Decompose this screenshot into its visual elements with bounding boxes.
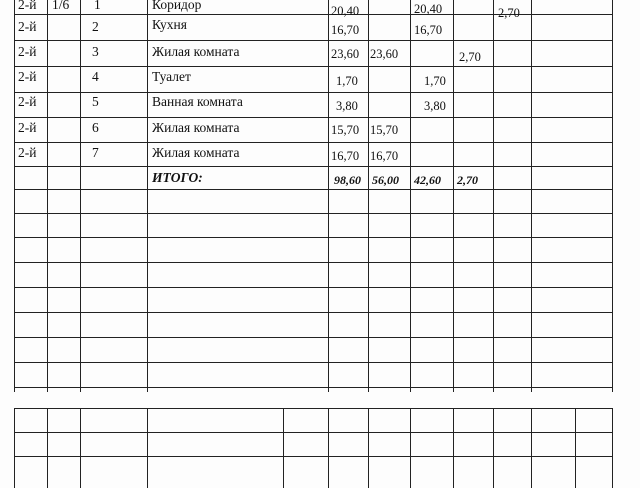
grid-line: [147, 0, 148, 392]
grid-line: [47, 408, 48, 488]
grid-line: [368, 0, 369, 392]
room-name-cell: Жилая комната: [152, 44, 240, 59]
grid-line: [368, 408, 369, 488]
floor-cell: 2-й: [18, 0, 37, 12]
room-name-cell: Жилая комната: [152, 145, 240, 160]
total-area-cell: 1,70: [336, 74, 358, 88]
floor-cell: 2-й: [18, 44, 37, 59]
grid-line: [410, 0, 411, 392]
grid-line: [612, 0, 613, 392]
grid-line: [80, 0, 81, 392]
totals-balcony-area: 2,70: [457, 173, 478, 187]
grid-line: [14, 287, 613, 288]
grid-line: [147, 408, 148, 488]
grid-line: [453, 0, 454, 392]
grid-line: [14, 166, 613, 167]
living-area-cell: 16,70: [370, 149, 399, 163]
room-name-cell: Жилая комната: [152, 120, 240, 135]
grid-line: [14, 337, 613, 338]
grid-line: [493, 408, 494, 488]
aux-area-cell: 3,80: [424, 99, 446, 113]
room-name-cell: Кухня: [152, 17, 187, 32]
grid-line: [328, 408, 329, 488]
grid-line: [14, 189, 613, 190]
total-area-cell: 16,70: [331, 23, 360, 37]
grid-line: [453, 408, 454, 488]
grid-line: [14, 142, 613, 143]
aux-area-cell: 1,70: [424, 74, 446, 88]
room-name-cell: Ванная комната: [152, 94, 243, 109]
grid-line: [14, 262, 613, 263]
floor-cell: 2-й: [18, 145, 37, 160]
total-area-cell: 3,80: [336, 99, 358, 113]
room-number-cell: 2: [92, 19, 99, 34]
grid-line: [14, 456, 613, 457]
room-number-cell: 5: [92, 94, 99, 109]
total-area-cell: 15,70: [331, 123, 360, 137]
total-area-cell: 20,40: [331, 4, 360, 18]
grid-line: [14, 362, 613, 363]
total-area-cell: 23,60: [331, 47, 360, 61]
grid-line: [14, 117, 613, 118]
grid-line: [14, 408, 15, 488]
grid-line: [14, 14, 613, 15]
room-name-cell: Коридор: [152, 0, 202, 12]
grid-line: [14, 237, 613, 238]
room-number-cell: 4: [92, 69, 99, 84]
totals-aux-area: 42,60: [414, 173, 441, 187]
grid-line: [14, 387, 613, 388]
floor-cell: 2-й: [18, 94, 37, 109]
grid-line: [612, 408, 613, 488]
other-area-cell: 2,70: [498, 6, 520, 20]
grid-line: [531, 408, 532, 488]
fraction-cell: 1/6: [52, 0, 70, 12]
grid-line: [575, 408, 576, 488]
totals-total-area: 98,60: [334, 173, 361, 187]
grid-line: [47, 0, 48, 392]
room-name-cell: Туалет: [152, 69, 191, 84]
room-number-cell: 7: [92, 145, 99, 160]
totals-living-area: 56,00: [372, 173, 399, 187]
floor-cell: 2-й: [18, 69, 37, 84]
room-number-cell: 6: [92, 120, 99, 135]
grid-line: [14, 40, 613, 41]
living-area-cell: 23,60: [370, 47, 399, 61]
grid-line: [531, 0, 532, 392]
aux-area-cell: 16,70: [414, 23, 443, 37]
grid-line: [14, 213, 613, 214]
balcony-area-cell: 2,70: [459, 50, 481, 64]
living-area-cell: 15,70: [370, 123, 399, 137]
room-number-cell: 3: [92, 44, 99, 59]
grid-line: [14, 408, 613, 409]
grid-line: [14, 0, 15, 392]
aux-area-cell: 20,40: [414, 2, 443, 16]
floor-cell: 2-й: [18, 19, 37, 34]
grid-line: [328, 0, 329, 392]
total-area-cell: 16,70: [331, 149, 360, 163]
grid-line: [14, 92, 613, 93]
totals-label: ИТОГО:: [152, 170, 203, 185]
grid-line: [283, 408, 284, 488]
floor-cell: 2-й: [18, 120, 37, 135]
grid-line: [14, 432, 613, 433]
room-number-cell: 1: [94, 0, 101, 12]
grid-line: [493, 0, 494, 392]
grid-line: [80, 408, 81, 488]
grid-line: [410, 408, 411, 488]
grid-line: [14, 312, 613, 313]
grid-line: [14, 66, 613, 67]
